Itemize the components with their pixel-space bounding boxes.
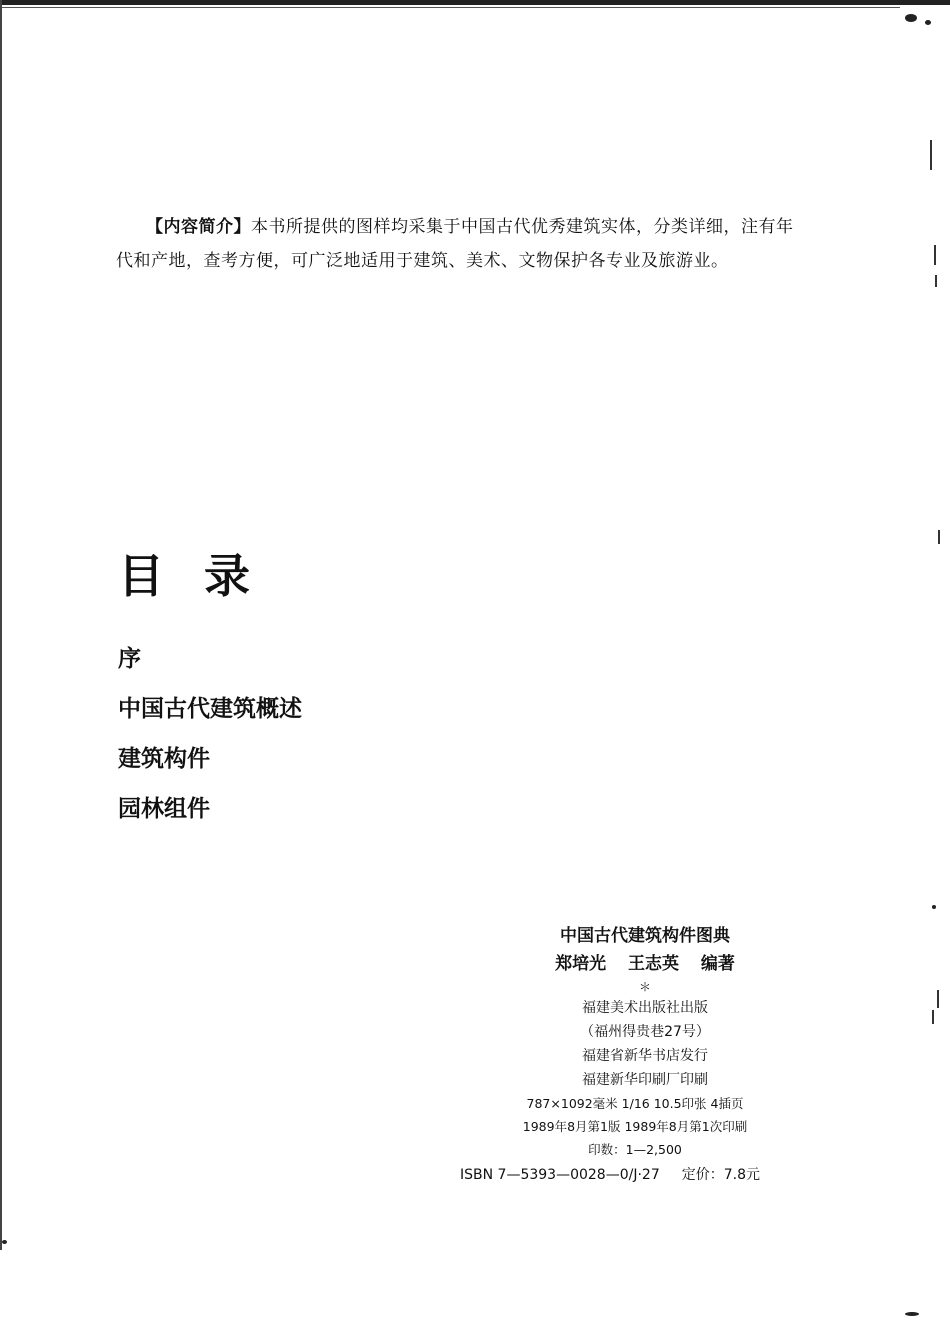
authors — [440, 950, 830, 978]
author-2: 王志英 — [628, 954, 679, 974]
scan-border-top-thin — [0, 7, 900, 8]
scan-speck — [935, 275, 937, 287]
print-run: 印数：1—2,500 — [588, 1142, 682, 1157]
separator-mark: ＊ — [638, 980, 651, 994]
author-1: 郑培光 — [555, 954, 607, 974]
scan-border-left — [0, 0, 2, 1250]
scan-speck — [934, 245, 936, 265]
printer: 福建新华印刷厂印刷 — [582, 1072, 708, 1088]
summary-text: 本书所提供的图样均采集于中国古代优秀建筑实体，分类详细，注有年代和产地，查考方便，可广泛地适用于建筑、美术、文物保护各专业及旅游业。 — [116, 217, 794, 271]
content-summary — [116, 210, 806, 278]
format-info: 787×1092毫米 1/16 10.5印张 4插页 — [526, 1096, 744, 1111]
scan-speck — [905, 14, 917, 22]
scan-speck — [932, 1010, 934, 1024]
scan-speck — [932, 905, 936, 909]
toc-item-building-components: 建筑构件 — [118, 746, 210, 772]
scan-speck — [930, 140, 932, 170]
scan-speck — [2, 1240, 7, 1244]
toc-title: 目录 — [118, 549, 290, 603]
toc-list — [118, 640, 302, 840]
price: 定价：7.8元 — [681, 1167, 760, 1183]
scan-border-top — [0, 0, 950, 5]
publisher-address: （福州得贵巷27号） — [580, 1024, 710, 1040]
scan-speck — [905, 1312, 919, 1316]
colophon — [440, 922, 830, 1189]
toc-item-garden-components: 园林组件 — [118, 796, 210, 822]
isbn: ISBN 7—5393—0028—0/J·27 — [460, 1167, 660, 1183]
toc-item-preface: 序 — [118, 646, 141, 672]
book-title: 中国古代建筑构件图典 — [560, 926, 730, 946]
toc-item-overview: 中国古代建筑概述 — [118, 696, 302, 722]
publisher: 福建美术出版社出版 — [582, 1000, 708, 1016]
summary-tag: 【内容简介】 — [146, 217, 251, 237]
author-role: 编著 — [700, 954, 735, 974]
isbn-line — [440, 1161, 830, 1189]
scan-speck — [925, 20, 931, 25]
edition-info: 1989年8月第1版 1989年8月第1次印刷 — [522, 1119, 748, 1134]
scan-speck — [937, 990, 939, 1008]
distributor: 福建省新华书店发行 — [582, 1048, 708, 1064]
scan-speck — [938, 530, 940, 544]
